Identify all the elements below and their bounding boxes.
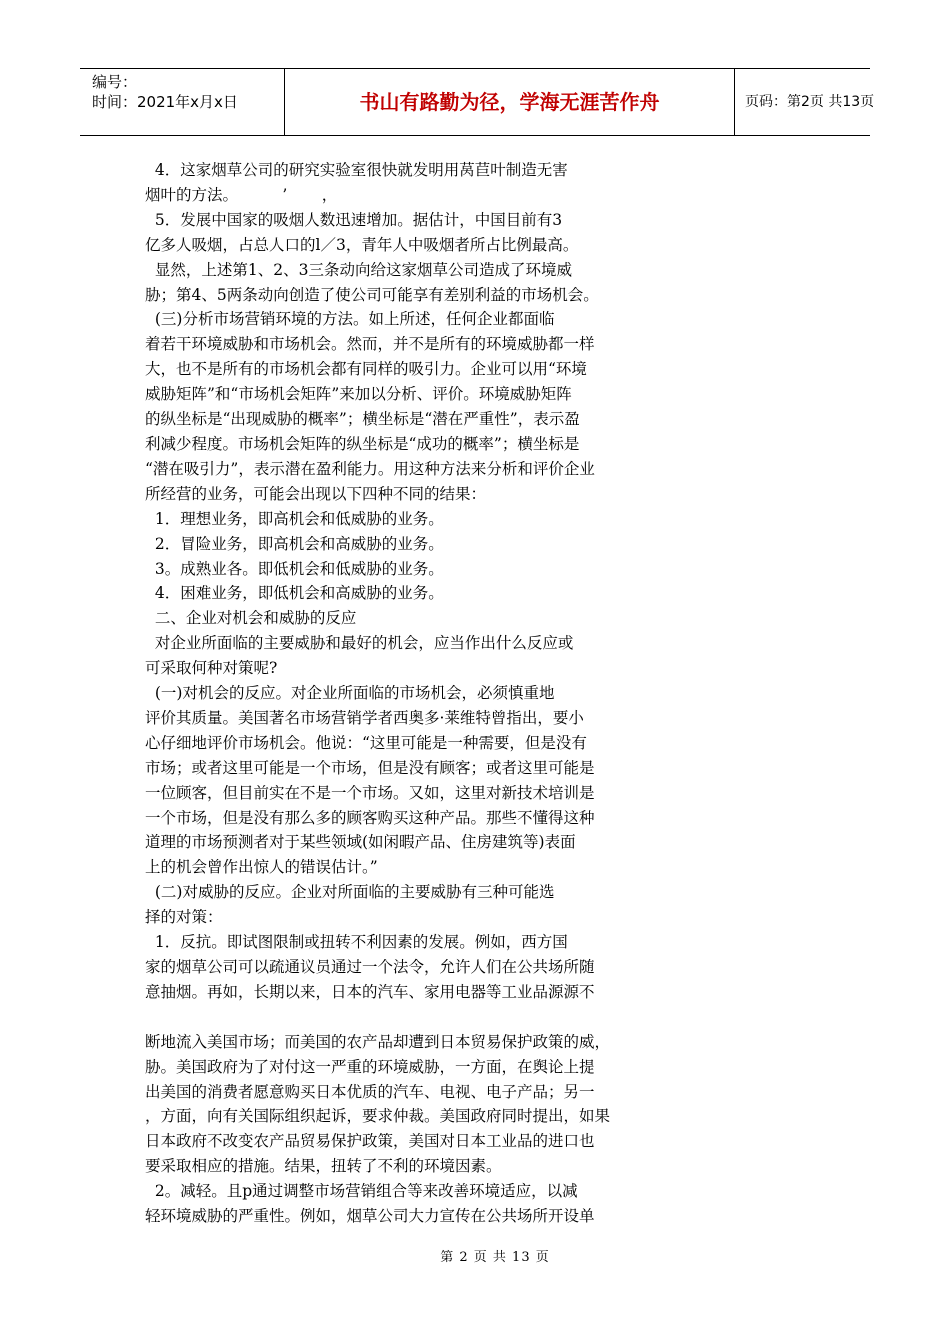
body-line: 2。减轻。且p通过调整市场营销组合等来改善环境适应，以减	[145, 1182, 578, 1201]
body-line: “潜在吸引力”，表示潜在盈利能力。用这种方法来分析和评价企业	[145, 459, 595, 478]
header-info-cell	[80, 69, 285, 135]
body-line: 择的对策：	[145, 908, 223, 927]
body-line: 评价其质量。美国著名市场营销学者西奥多·莱维特曾指出，要小	[145, 708, 584, 727]
body-line: 显然，上述第1、2、3三条动向给这家烟草公司造成了环境威	[145, 260, 572, 279]
body-line: 4．困难业务，即低机会和高威胁的业务。	[145, 584, 444, 603]
body-line: 亿多人吸烟，占总人口的l／3，青年人中吸烟者所占比例最高。	[145, 235, 579, 254]
body-line: 大，也不是所有的市场机会都有同样的吸引力。企业可以用“环境	[145, 360, 587, 379]
body-line: (二)对威胁的反应。企业对所面临的主要威胁有三种可能选	[145, 883, 555, 902]
page-footer	[0, 1246, 950, 1265]
body-line: 2．冒险业务，即高机会和高威胁的业务。	[145, 534, 444, 553]
body-line: 市场；或者这里可能是一个市场，但是没有顾客；或者这里可能是	[145, 758, 595, 777]
body-line: 利减少程度。市场机会矩阵的纵坐标是“成功的概率”；横坐标是	[145, 434, 580, 453]
number-label: 编号：	[92, 73, 138, 91]
body-line: 对企业所面临的主要威胁和最好的机会，应当作出什么反应或	[145, 634, 574, 653]
body-line: 家的烟草公司可以疏通议员通过一个法令，允许人们在公共场所随	[145, 958, 595, 976]
body-line: 一位顾客，但目前实在不是一个市场。又如，这里对新技术培训是	[145, 783, 595, 802]
body-line: 上的机会曾作出惊人的错误估计。”	[145, 858, 378, 877]
body-line: 胁；第4、5两条动向创造了使公司可能享有差别利益的市场机会。	[145, 285, 599, 304]
body-line: (三)分析市场营销环境的方法。如上所述，任何企业都面临	[145, 310, 555, 329]
body-line: 断地流入美国市场；而美国的农产品却遭到日本贸易保护政策的威，	[145, 1032, 611, 1051]
body-line: 可采取何种对策呢?	[145, 659, 278, 678]
body-line: 意抽烟。再如，长期以来，日本的汽车、家用电器等工业品源源不	[145, 982, 595, 1001]
body-line: 1．反抗。即试图限制或扭转不利因素的发展。例如，西方国	[145, 933, 568, 952]
body-line: 威胁矩阵”和“市场机会矩阵”来加以分析、评价。环境威胁矩阵	[145, 385, 572, 404]
body-line: 3。成熟业各。即低机会和低威胁的业务。	[145, 559, 444, 578]
header-page-label: 页码：第2页 共13页	[745, 94, 875, 110]
body-line: 心仔细地评价市场机会。他说：“这里可能是一种需要，但是没有	[145, 733, 587, 752]
body-line	[145, 1005, 645, 1030]
time-label: 时间：2021年x月x日	[92, 93, 238, 111]
body-line: 1．理想业务，即高机会和低威胁的业务。	[145, 509, 444, 528]
body-line: 的纵坐标是“出现威胁的概率”；横坐标是“潜在严重性”，表示盈	[145, 410, 580, 429]
body-line: 出美国的消费者愿意购买日本优质的汽车、电视、电子产品；另一	[145, 1082, 595, 1101]
body-line: 轻环境威胁的严重性。例如，烟草公司大力宣传在公共场所开设单	[145, 1207, 595, 1226]
body-line: ，方面，向有关国际组织起诉，要求仲裁。美国政府同时提出，如果	[145, 1107, 611, 1126]
header-motto: 书山有路勤为径，学海无涯苦作舟	[285, 69, 735, 135]
footer-page-number: 第 2 页 共 13 页	[440, 1250, 550, 1265]
body-line: (一)对机会的反应。对企业所面临的市场机会，必须慎重地	[145, 684, 555, 703]
body-line: 要采取相应的措施。结果，扭转了不利的环境因素。	[145, 1157, 502, 1176]
body-line: 二、企业对机会和威胁的反应	[145, 609, 357, 628]
body-line: 着若干环境威胁和市场机会。然而，并不是所有的环境威胁都一样	[145, 335, 595, 354]
page-header	[80, 68, 875, 136]
body-line: 所经营的业务，可能会出现以下四种不同的结果：	[145, 484, 487, 503]
body-line: 4．这家烟草公司的研究实验室很快就发明用莴苣叶制造无害	[145, 161, 568, 179]
body-line: 一个市场，但是没有那么多的顾客购买这种产品。那些不懂得这种	[145, 808, 595, 827]
body-line: 道理的市场预测者对于某些领域(如闲暇产品、住房建筑等)表面	[145, 833, 576, 852]
body-line: 5．发展中国家的吸烟人数迅速增加。据估计，中国目前有3	[145, 210, 563, 229]
body-line: 日本政府不改变农产品贸易保护政策，美国对日本工业品的进口也	[145, 1132, 595, 1151]
body-line: 胁。美国政府为了对付这一严重的环境威胁，一方面，在舆论上提	[145, 1057, 595, 1076]
body-line: 烟叶的方法。 ’ ，	[145, 185, 338, 204]
document-body	[145, 158, 645, 1229]
